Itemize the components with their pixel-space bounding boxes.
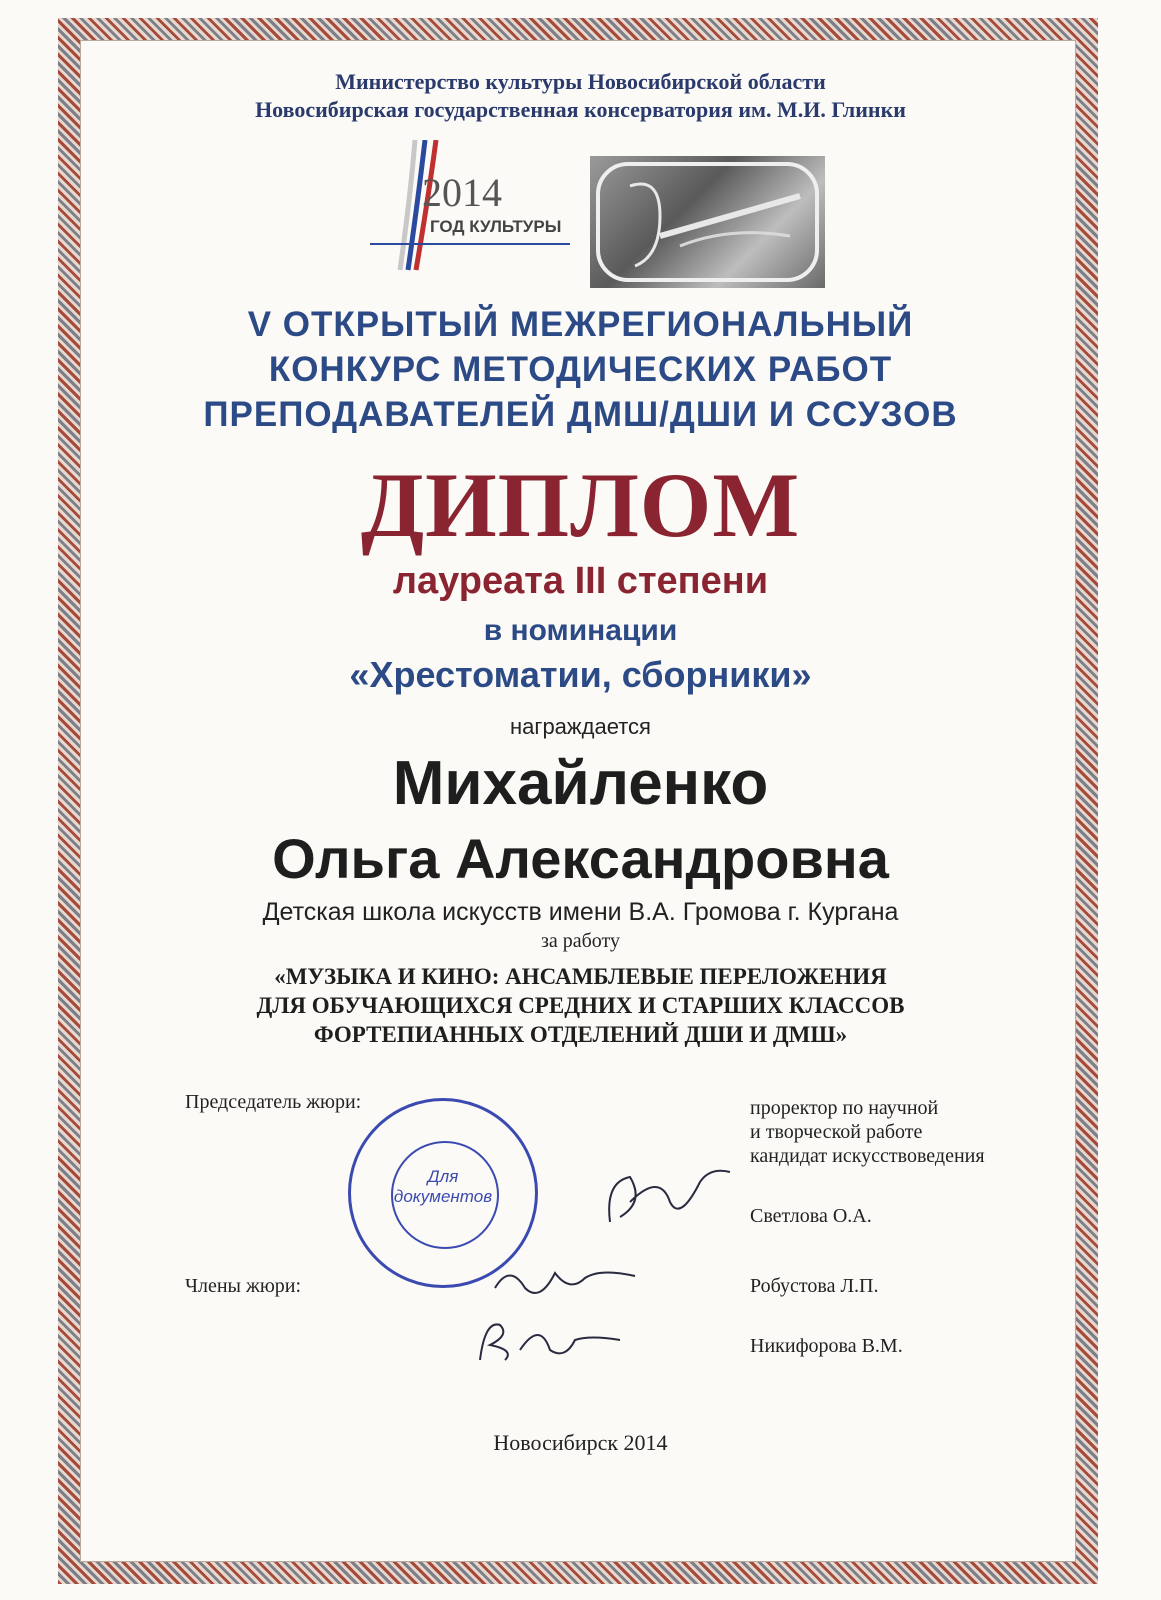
member1-signature	[490, 1258, 640, 1308]
jury-chair-label: Председатель жюри:	[185, 1091, 362, 1113]
issuer-header	[0, 68, 1161, 124]
jury-chair-title	[750, 1096, 985, 1168]
contest-title-line1: V ОТКРЫТЫЙ МЕЖРЕГИОНАЛЬНЫЙ	[247, 305, 914, 344]
contest-title	[0, 302, 1161, 437]
nomination-label: в номинации	[483, 614, 678, 647]
contest-title-line2: КОНКУРС МЕТОДИЧЕСКИХ РАБОТ	[268, 350, 893, 389]
recipient-school: Детская школа искусств имени В.А. Громова г. Кургана	[262, 898, 899, 926]
logo-year-text: 2014	[422, 170, 502, 215]
jury-member-2: Никифорова В.М.	[750, 1335, 903, 1357]
chair-title-line2: и творческой работе	[750, 1121, 923, 1143]
jury-member-1: Робустова Л.П.	[750, 1275, 879, 1297]
conservatory-emblem	[590, 156, 825, 288]
conservatory-line: Новосибирская государственная консерватория им. М.И. Глинки	[255, 97, 906, 122]
work-title	[0, 962, 1161, 1049]
chair-title-line3: кандидат искусствоведения	[750, 1145, 985, 1167]
stamp-line1: Для	[427, 1167, 459, 1186]
city-year: Новосибирск 2014	[493, 1430, 668, 1455]
logo-caption-text: ГОД КУЛЬТУРЫ	[430, 217, 562, 236]
recipient-surname: Михайленко	[392, 749, 769, 818]
member2-signature	[470, 1310, 630, 1370]
contest-title-line3: ПРЕПОДАВАТЕЛЕЙ ДМШ/ДШИ И ССУЗОВ	[203, 395, 958, 434]
year-of-culture-logo	[370, 140, 570, 280]
jury-members-label: Члены жюри:	[185, 1275, 302, 1297]
stamp-text	[351, 1167, 535, 1207]
nomination-category: «Хрестоматии, сборники»	[349, 654, 812, 695]
chair-signature	[600, 1162, 740, 1242]
diploma-heading: ДИПЛОМ	[360, 454, 801, 556]
recipient-name: Ольга Александровна	[272, 827, 889, 890]
ministry-line: Министерство культуры Новосибирской области	[335, 69, 826, 94]
work-label: за работу	[540, 930, 621, 952]
chair-title-line1: проректор по научной	[750, 1097, 939, 1119]
awarded-label: награждается	[510, 714, 651, 739]
work-title-line2: ДЛЯ ОБУЧАЮЩИХСЯ СРЕДНИХ И СТАРШИХ КЛАССОВ	[256, 993, 905, 1018]
work-title-line3: ФОРТЕПИАННЫХ ОТДЕЛЕНИЙ ДШИ И ДМШ»	[313, 1022, 848, 1047]
stamp-line2: документов	[393, 1187, 493, 1206]
work-title-line1: «МУЗЫКА И КИНО: АНСАМБЛЕВЫЕ ПЕРЕЛОЖЕНИЯ	[274, 964, 887, 989]
jury-chair-name: Светлова О.А.	[750, 1205, 872, 1227]
laureate-degree: лауреата III степени	[392, 560, 769, 602]
